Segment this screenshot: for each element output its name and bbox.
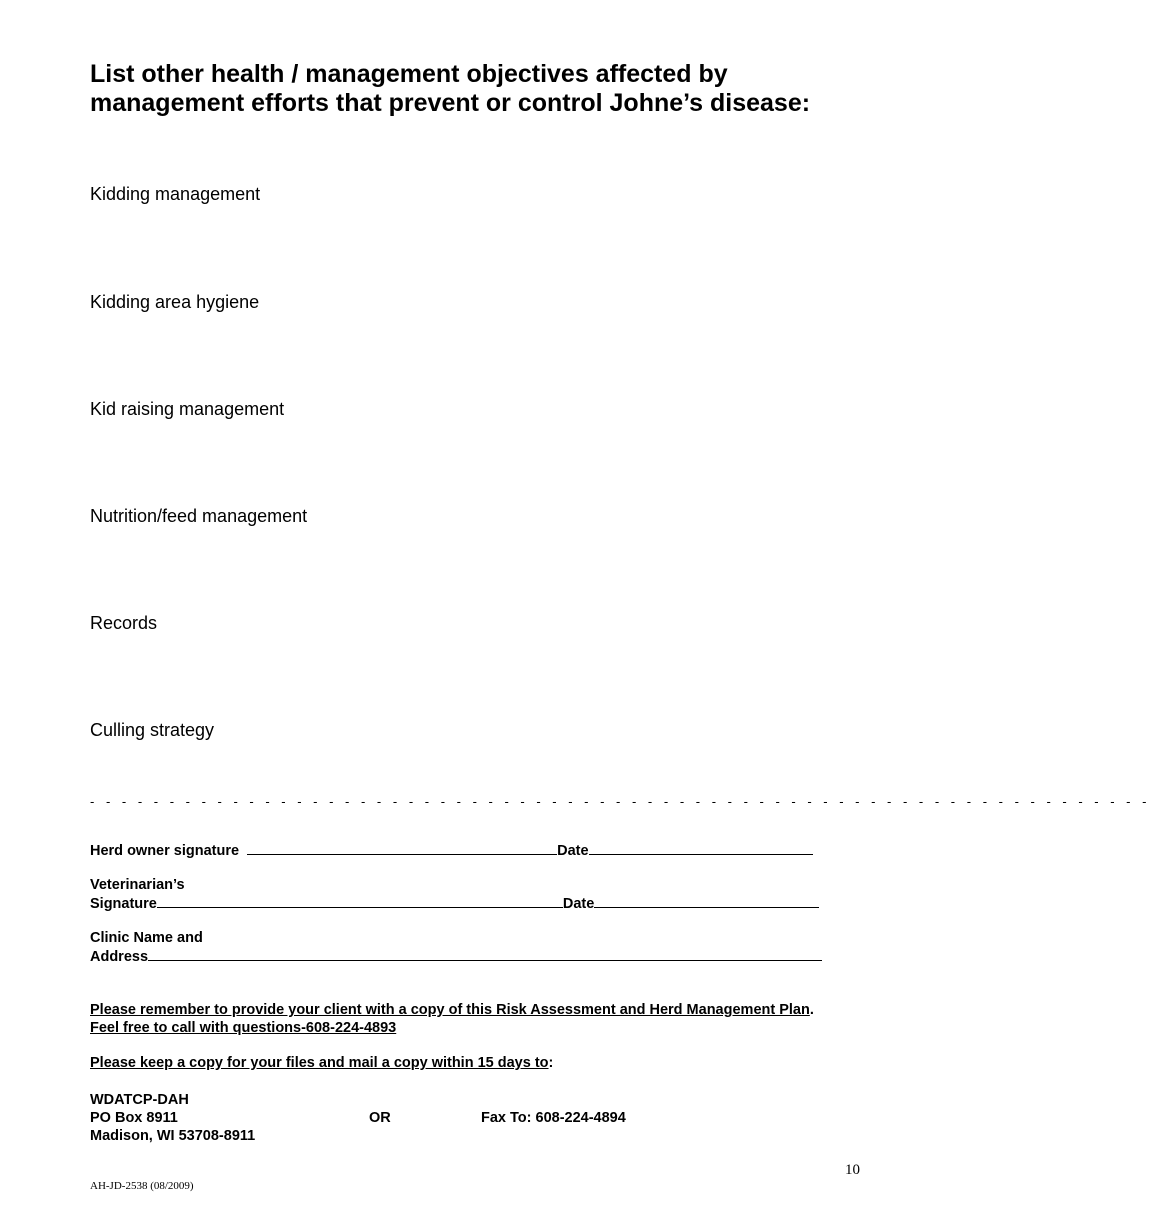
vet-signature-field[interactable] — [157, 893, 563, 908]
topic-records: Records — [90, 613, 158, 633]
topic-kidding-management: Kidding management — [90, 184, 261, 204]
form-id: AH-JD-2538 (08/2009) — [90, 1180, 194, 1192]
topic-nutrition-feed-management: Nutrition/feed management — [90, 506, 308, 526]
clinic-address-row — [90, 946, 822, 966]
address-line-1: WDATCP-DAH — [90, 1092, 189, 1108]
reminder-period: . — [809, 1002, 814, 1018]
mail-instruction-colon: : — [548, 1055, 554, 1071]
herd-owner-signature-row — [90, 840, 813, 860]
topic-culling-strategy: Culling strategy — [90, 720, 215, 740]
mail-instruction — [90, 1054, 830, 1072]
address-line-3: Madison, WI 53708-8911 — [90, 1128, 256, 1144]
fax-number: Fax To: 608-224-4894 — [481, 1110, 626, 1126]
vet-label-line-1: Veterinarian’s — [90, 877, 185, 893]
reminder-phone-text: Feel free to call with questions-608-224-4893 — [90, 1020, 397, 1036]
or-label: OR — [369, 1110, 391, 1126]
topic-kidding-area-hygiene: Kidding area hygiene — [90, 292, 260, 312]
page-number: 10 — [845, 1162, 860, 1178]
page-heading — [90, 60, 870, 118]
herd-owner-signature-label: Herd owner signature — [90, 843, 240, 859]
herd-owner-signature-field[interactable] — [247, 840, 557, 855]
herd-owner-date-field[interactable] — [589, 840, 813, 855]
vet-signature-label: Signature — [90, 896, 157, 912]
clinic-address-label: Address — [90, 949, 149, 965]
herd-owner-date-label: Date — [557, 843, 589, 859]
address-line-2: PO Box 8911 — [90, 1110, 178, 1126]
cut-line-separator: - - - - - - - - - - - - - - - - - - - - - - - - - - - - - - - - - - - - - - - - - - - - - - - - - - - - - - - - - - - - - - - - - - - — [90, 794, 1150, 809]
vet-date-label: Date — [562, 896, 595, 912]
reminder-text: Please remember to provide your client with a copy of this Risk Assessment and Herd Management Plan — [90, 1002, 810, 1018]
vet-signature-row — [90, 893, 819, 913]
clinic-address-field[interactable] — [148, 946, 822, 961]
clinic-label-line-1: Clinic Name and — [90, 930, 203, 946]
heading-line-1: List other health / management objectives affected by — [90, 60, 728, 88]
vet-date-field[interactable] — [594, 893, 819, 908]
topic-kid-raising-management: Kid raising management — [90, 399, 285, 419]
heading-line-2: management efforts that prevent or control Johne’s disease: — [90, 89, 811, 117]
mail-instruction-text: Please keep a copy for your files and mail a copy within 15 days to — [90, 1055, 549, 1071]
reminder-note — [90, 1001, 830, 1037]
